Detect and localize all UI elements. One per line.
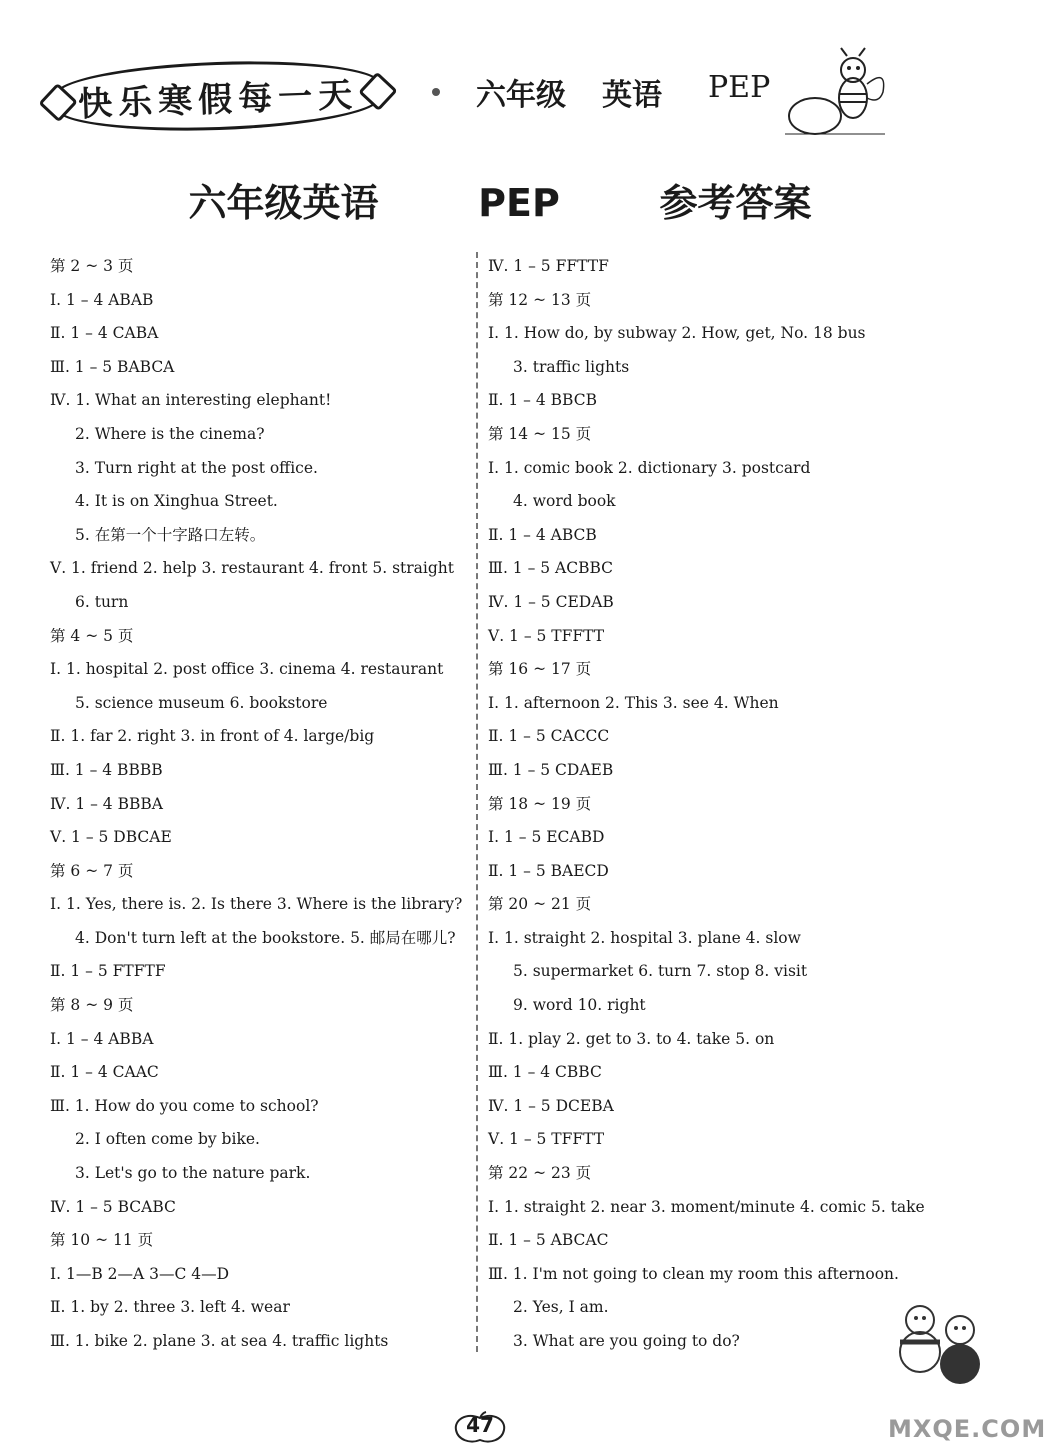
- answer-line: 第 12 ~ 13 页: [488, 290, 592, 309]
- answer-line: 3. Turn right at the post office.: [75, 458, 318, 477]
- answer-line: 第 6 ~ 7 页: [50, 861, 134, 880]
- answer-line: Ⅴ. 1 – 5 TFFTT: [488, 1130, 605, 1149]
- answer-line: Ⅴ. 1 – 5 DBCAE: [50, 828, 172, 847]
- header-dot: [432, 88, 440, 96]
- answer-line: Ⅲ. 1. I'm not going to clean my room this afternoon.: [488, 1264, 899, 1283]
- answer-line: Ⅱ. 1 – 5 FTFTF: [50, 962, 166, 981]
- answer-line: Ⅱ. 1 – 5 CACCC: [488, 727, 610, 746]
- answer-line: Ⅰ. 1. straight 2. near 3. moment/minute 4. comic 5. take: [488, 1197, 925, 1216]
- answer-line: Ⅱ. 1. play 2. get to 3. to 4. take 5. on: [488, 1029, 775, 1048]
- answer-line: 4. It is on Xinghua Street.: [75, 492, 278, 511]
- answer-line: 第 8 ~ 9 页: [50, 996, 134, 1015]
- answer-line: 第 20 ~ 21 页: [488, 895, 592, 914]
- page-number: 47: [466, 1413, 494, 1437]
- answer-line: Ⅱ. 1. by 2. three 3. left 4. wear: [50, 1298, 290, 1317]
- header-subject: 英语: [602, 78, 662, 113]
- answer-line: Ⅱ. 1 – 4 CAAC: [50, 1063, 159, 1082]
- answer-line: Ⅴ. 1 – 5 TFFTT: [488, 626, 605, 645]
- header-edition: PEP: [708, 70, 771, 105]
- column-divider: [476, 252, 478, 1352]
- answer-line: Ⅲ. 1 – 4 BBBB: [50, 760, 163, 779]
- left-column: [50, 250, 470, 1359]
- answer-line: Ⅰ. 1—B 2—A 3—C 4—D: [50, 1264, 230, 1283]
- answer-line: 第 10 ~ 11 页: [50, 1231, 154, 1250]
- answer-line: Ⅱ. 1 – 4 CABA: [50, 324, 159, 343]
- answer-line: Ⅳ. 1 – 5 BCABC: [50, 1197, 176, 1216]
- answer-line: Ⅳ. 1 – 4 BBBA: [50, 794, 163, 813]
- answer-line: Ⅰ. 1. hospital 2. post office 3. cinema 4. restaurant: [50, 660, 444, 679]
- answer-line: 6. turn: [75, 592, 129, 611]
- answer-line: 2. Where is the cinema?: [75, 424, 265, 443]
- answer-line: Ⅱ. 1 – 5 ABCAC: [488, 1231, 609, 1250]
- answer-line: 第 14 ~ 15 页: [488, 424, 592, 443]
- answer-line: Ⅰ. 1. Yes, there is. 2. Is there 3. Where is the library?: [50, 895, 463, 914]
- answer-line: 第 22 ~ 23 页: [488, 1164, 592, 1183]
- answer-line: 9. word 10. right: [513, 996, 646, 1015]
- answer-line: Ⅱ. 1 – 4 BBCB: [488, 391, 597, 410]
- banner-title: 快乐寒假每一天: [54, 56, 382, 135]
- answer-line: 5. science museum 6. bookstore: [75, 693, 328, 712]
- answer-line: Ⅲ. 1 – 5 BABCA: [50, 357, 175, 376]
- answer-line: Ⅰ. 1 – 4 ABAB: [50, 290, 154, 309]
- watermark: MXQE.COM: [888, 1415, 1046, 1443]
- answer-line: 4. word book: [513, 492, 616, 511]
- answer-line: 5. supermarket 6. turn 7. stop 8. visit: [513, 962, 808, 981]
- answer-line: 4. Don't turn left at the bookstore. 5. 邮局在哪儿?: [75, 928, 456, 947]
- answer-line: Ⅲ. 1 – 5 ACBBC: [488, 559, 614, 578]
- answer-line: Ⅱ. 1. far 2. right 3. in front of 4. large/big: [50, 727, 375, 746]
- answer-line: Ⅰ. 1 – 5 ECABD: [488, 828, 605, 847]
- answer-line: Ⅳ. 1. What an interesting elephant!: [50, 391, 332, 410]
- answer-line: Ⅰ. 1. How do, by subway 2. How, get, No. 18 bus: [488, 324, 866, 343]
- page-header: [0, 0, 1000, 150]
- answer-line: Ⅳ. 1 – 5 FFTTF: [488, 257, 609, 275]
- answer-line: Ⅲ. 1. How do you come to school?: [50, 1096, 319, 1115]
- page-title: 六年级英语 PEP 参考答案: [188, 181, 812, 225]
- header-grade: 六年级: [476, 78, 566, 113]
- answer-line: Ⅱ. 1 – 5 BAECD: [488, 861, 609, 880]
- answer-line: Ⅰ. 1 – 4 ABBA: [50, 1029, 154, 1048]
- answer-line: 第 4 ~ 5 页: [50, 626, 134, 645]
- answer-line: 2. Yes, I am.: [513, 1298, 609, 1317]
- answer-line: Ⅱ. 1 – 4 ABCB: [488, 525, 597, 544]
- answer-line: Ⅴ. 1. friend 2. help 3. restaurant 4. front 5. straight: [50, 559, 455, 578]
- bee-mascot-icon: [775, 48, 895, 138]
- answer-line: 第 18 ~ 19 页: [488, 794, 592, 813]
- answer-line: 第 2 ~ 3 页: [50, 257, 134, 275]
- answer-line: Ⅰ. 1. straight 2. hospital 3. plane 4. slow: [488, 928, 801, 947]
- answer-line: Ⅳ. 1 – 5 DCEBA: [488, 1096, 614, 1115]
- answer-line: Ⅲ. 1 – 4 CBBC: [488, 1063, 602, 1082]
- right-column: [488, 250, 958, 1359]
- answer-line: Ⅰ. 1. comic book 2. dictionary 3. postcard: [488, 458, 811, 477]
- answer-line: Ⅰ. 1. afternoon 2. This 3. see 4. When: [488, 693, 779, 712]
- answer-line: 3. traffic lights: [513, 357, 630, 376]
- answer-line: 5. 在第一个十字路口左转。: [75, 525, 266, 544]
- answer-line: 第 16 ~ 17 页: [488, 660, 592, 679]
- answer-line: 2. I often come by bike.: [75, 1130, 260, 1149]
- answer-line: Ⅳ. 1 – 5 CEDAB: [488, 592, 614, 611]
- answer-line: Ⅲ. 1 – 5 CDAEB: [488, 760, 614, 779]
- answer-line: Ⅲ. 1. bike 2. plane 3. at sea 4. traffic lights: [50, 1332, 389, 1350]
- answer-line: 3. Let's go to the nature park.: [75, 1164, 311, 1183]
- answer-line: 3. What are you going to do?: [513, 1332, 740, 1350]
